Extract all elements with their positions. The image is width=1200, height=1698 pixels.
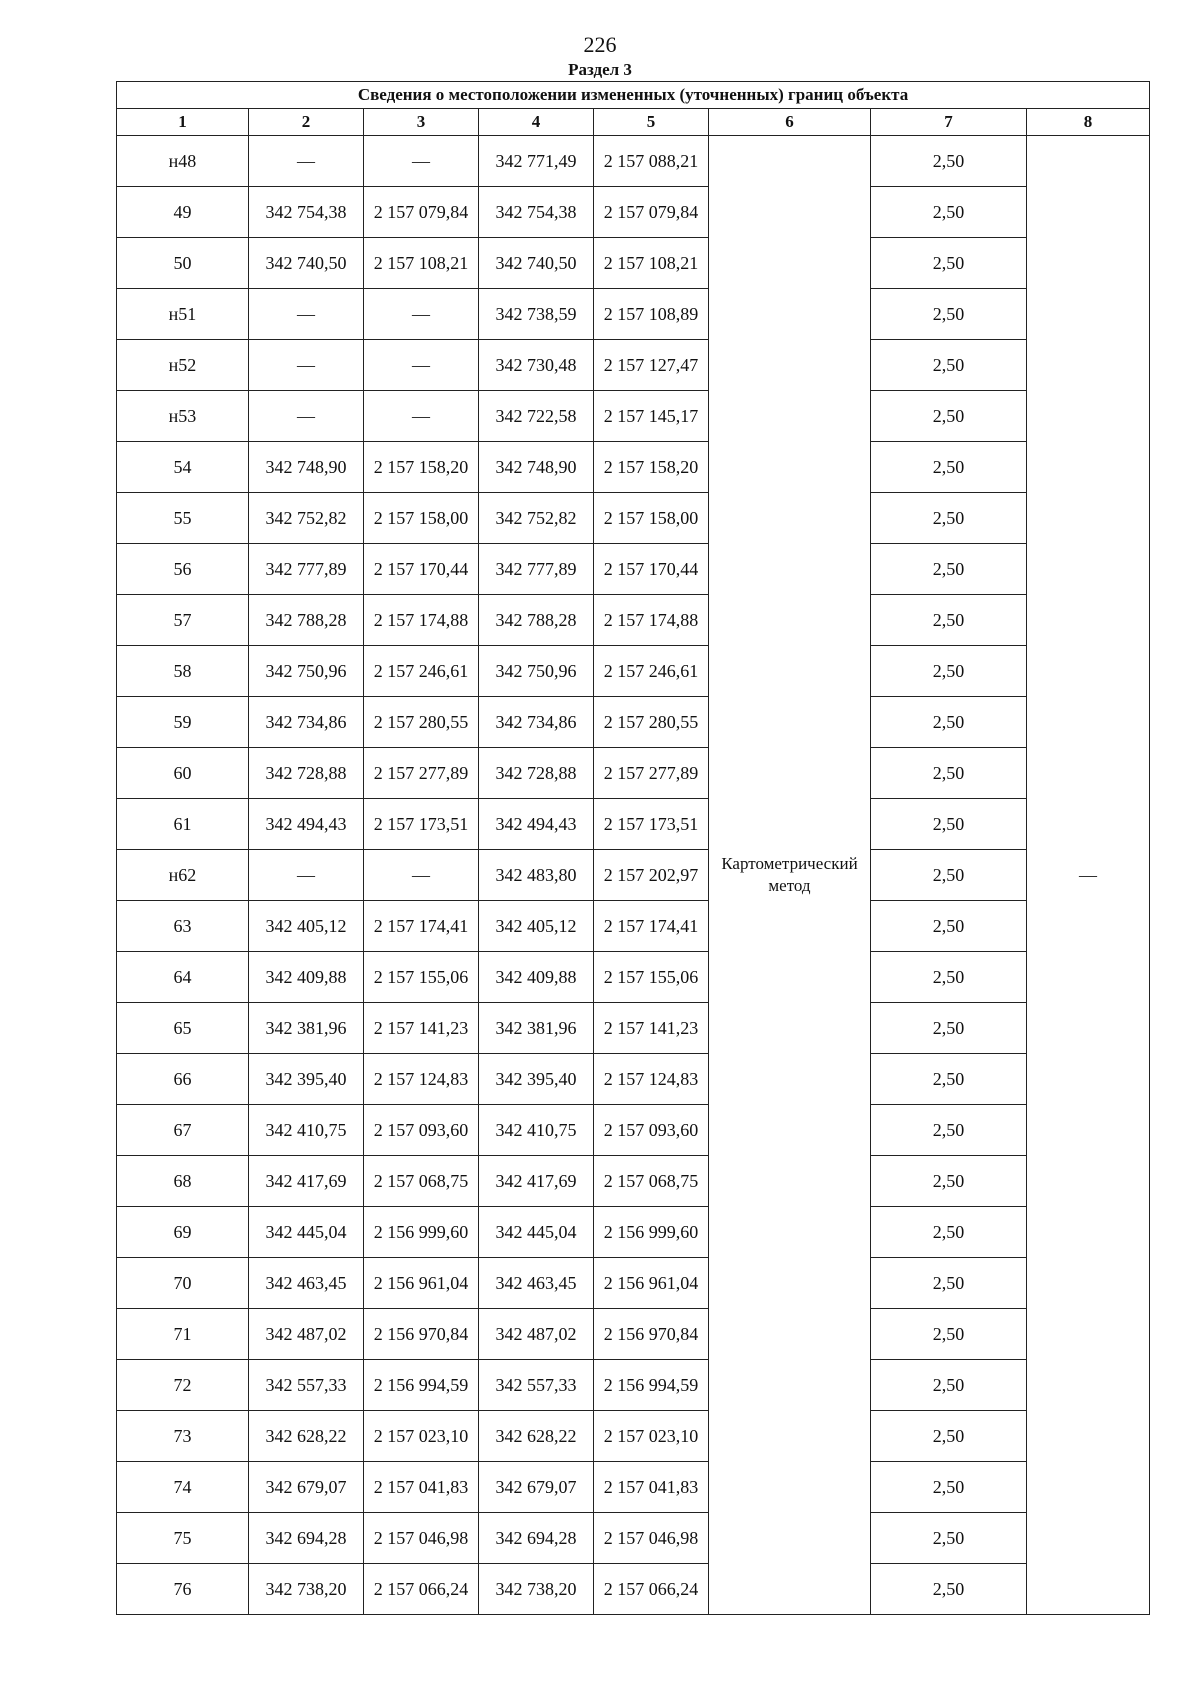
old-y-cell: — <box>364 340 479 391</box>
old-x-cell: 342 738,20 <box>249 1564 364 1615</box>
old-y-cell: 2 157 141,23 <box>364 1003 479 1054</box>
point-number-cell: 59 <box>117 697 249 748</box>
accuracy-cell: 2,50 <box>871 493 1027 544</box>
table-row <box>117 1360 1150 1411</box>
new-y-cell: 2 157 127,47 <box>594 340 709 391</box>
new-x-cell: 342 750,96 <box>479 646 594 697</box>
accuracy-cell: 2,50 <box>871 1207 1027 1258</box>
accuracy-cell: 2,50 <box>871 952 1027 1003</box>
new-x-cell: 342 752,82 <box>479 493 594 544</box>
table-row <box>117 238 1150 289</box>
old-y-cell: 2 157 170,44 <box>364 544 479 595</box>
table-row <box>117 289 1150 340</box>
new-y-cell: 2 156 970,84 <box>594 1309 709 1360</box>
boundary-coordinates-table <box>116 81 1150 1615</box>
old-y-cell: — <box>364 136 479 187</box>
table-row <box>117 544 1150 595</box>
new-x-cell: 342 405,12 <box>479 901 594 952</box>
new-x-cell: 342 740,50 <box>479 238 594 289</box>
new-y-cell: 2 157 155,06 <box>594 952 709 1003</box>
new-x-cell: 342 730,48 <box>479 340 594 391</box>
accuracy-cell: 2,50 <box>871 289 1027 340</box>
old-x-cell: 342 777,89 <box>249 544 364 595</box>
old-x-cell: 342 740,50 <box>249 238 364 289</box>
accuracy-cell: 2,50 <box>871 1462 1027 1513</box>
page-number: 226 <box>583 32 617 57</box>
new-y-cell: 2 157 158,00 <box>594 493 709 544</box>
table-row <box>117 901 1150 952</box>
old-x-cell: — <box>249 136 364 187</box>
point-number-cell: 72 <box>117 1360 249 1411</box>
accuracy-cell: 2,50 <box>871 1054 1027 1105</box>
new-y-cell: 2 157 277,89 <box>594 748 709 799</box>
new-y-cell: 2 157 068,75 <box>594 1156 709 1207</box>
point-number-cell: 49 <box>117 187 249 238</box>
table-row <box>117 1513 1150 1564</box>
column-number: 8 <box>1027 109 1150 136</box>
new-y-cell: 2 156 961,04 <box>594 1258 709 1309</box>
accuracy-cell: 2,50 <box>871 391 1027 442</box>
new-x-cell: 342 734,86 <box>479 697 594 748</box>
old-x-cell: 342 734,86 <box>249 697 364 748</box>
new-y-cell: 2 157 023,10 <box>594 1411 709 1462</box>
accuracy-cell: 2,50 <box>871 187 1027 238</box>
new-x-cell: 342 754,38 <box>479 187 594 238</box>
point-number-cell: 63 <box>117 901 249 952</box>
accuracy-cell: 2,50 <box>871 901 1027 952</box>
column-number: 7 <box>871 109 1027 136</box>
old-x-cell: 342 752,82 <box>249 493 364 544</box>
accuracy-cell: 2,50 <box>871 238 1027 289</box>
accuracy-cell: 2,50 <box>871 1360 1027 1411</box>
new-x-cell: 342 738,20 <box>479 1564 594 1615</box>
new-x-cell: 342 395,40 <box>479 1054 594 1105</box>
new-x-cell: 342 777,89 <box>479 544 594 595</box>
old-x-cell: 342 557,33 <box>249 1360 364 1411</box>
new-x-cell: 342 483,80 <box>479 850 594 901</box>
old-y-cell: 2 157 041,83 <box>364 1462 479 1513</box>
new-x-cell: 342 463,45 <box>479 1258 594 1309</box>
new-x-cell: 342 694,28 <box>479 1513 594 1564</box>
new-y-cell: 2 157 088,21 <box>594 136 709 187</box>
new-x-cell: 342 771,49 <box>479 136 594 187</box>
accuracy-cell: 2,50 <box>871 850 1027 901</box>
point-number-cell: 76 <box>117 1564 249 1615</box>
new-x-cell: 342 487,02 <box>479 1309 594 1360</box>
old-y-cell: 2 157 280,55 <box>364 697 479 748</box>
new-x-cell: 342 410,75 <box>479 1105 594 1156</box>
old-x-cell: 342 748,90 <box>249 442 364 493</box>
accuracy-cell: 2,50 <box>871 748 1027 799</box>
table-row <box>117 493 1150 544</box>
point-number-cell: 68 <box>117 1156 249 1207</box>
old-y-cell: 2 157 246,61 <box>364 646 479 697</box>
column-number: 2 <box>249 109 364 136</box>
old-x-cell: 342 754,38 <box>249 187 364 238</box>
accuracy-cell: 2,50 <box>871 1258 1027 1309</box>
old-x-cell: — <box>249 850 364 901</box>
accuracy-cell: 2,50 <box>871 646 1027 697</box>
table-row <box>117 340 1150 391</box>
table-body <box>117 136 1150 1615</box>
old-y-cell: 2 157 277,89 <box>364 748 479 799</box>
new-y-cell: 2 157 093,60 <box>594 1105 709 1156</box>
old-x-cell: 342 463,45 <box>249 1258 364 1309</box>
table-row <box>117 391 1150 442</box>
point-number-cell: 67 <box>117 1105 249 1156</box>
old-y-cell: 2 157 079,84 <box>364 187 479 238</box>
old-y-cell: — <box>364 850 479 901</box>
old-x-cell: 342 410,75 <box>249 1105 364 1156</box>
new-y-cell: 2 157 046,98 <box>594 1513 709 1564</box>
accuracy-cell: 2,50 <box>871 544 1027 595</box>
new-y-cell: 2 157 145,17 <box>594 391 709 442</box>
new-y-cell: 2 157 079,84 <box>594 187 709 238</box>
old-y-cell: 2 157 173,51 <box>364 799 479 850</box>
accuracy-cell: 2,50 <box>871 340 1027 391</box>
point-number-cell: 74 <box>117 1462 249 1513</box>
point-number-cell: н51 <box>117 289 249 340</box>
new-y-cell: 2 157 141,23 <box>594 1003 709 1054</box>
old-x-cell: 342 409,88 <box>249 952 364 1003</box>
point-number-cell: н52 <box>117 340 249 391</box>
new-y-cell: 2 157 280,55 <box>594 697 709 748</box>
old-x-cell: 342 395,40 <box>249 1054 364 1105</box>
point-number-cell: 54 <box>117 442 249 493</box>
new-y-cell: 2 157 108,89 <box>594 289 709 340</box>
accuracy-cell: 2,50 <box>871 1309 1027 1360</box>
accuracy-cell: 2,50 <box>871 799 1027 850</box>
new-x-cell: 342 381,96 <box>479 1003 594 1054</box>
accuracy-cell: 2,50 <box>871 1105 1027 1156</box>
table-row <box>117 1462 1150 1513</box>
point-number-cell: 55 <box>117 493 249 544</box>
column-number: 5 <box>594 109 709 136</box>
accuracy-cell: 2,50 <box>871 1513 1027 1564</box>
table-row <box>117 1258 1150 1309</box>
column-number: 1 <box>117 109 249 136</box>
old-x-cell: — <box>249 289 364 340</box>
point-number-cell: 50 <box>117 238 249 289</box>
point-number-cell: 58 <box>117 646 249 697</box>
table-row <box>117 850 1150 901</box>
point-number-cell: 57 <box>117 595 249 646</box>
new-x-cell: 342 409,88 <box>479 952 594 1003</box>
method-cell: Картометрический метод <box>709 136 871 1615</box>
accuracy-cell: 2,50 <box>871 1003 1027 1054</box>
accuracy-cell: 2,50 <box>871 136 1027 187</box>
old-x-cell: 342 405,12 <box>249 901 364 952</box>
point-number-cell: 60 <box>117 748 249 799</box>
old-y-cell: 2 156 999,60 <box>364 1207 479 1258</box>
new-x-cell: 342 628,22 <box>479 1411 594 1462</box>
column-number: 3 <box>364 109 479 136</box>
point-number-cell: 66 <box>117 1054 249 1105</box>
new-y-cell: 2 157 124,83 <box>594 1054 709 1105</box>
old-x-cell: 342 445,04 <box>249 1207 364 1258</box>
new-y-cell: 2 157 246,61 <box>594 646 709 697</box>
new-y-cell: 2 157 066,24 <box>594 1564 709 1615</box>
accuracy-cell: 2,50 <box>871 1411 1027 1462</box>
point-number-cell: н62 <box>117 850 249 901</box>
old-y-cell: — <box>364 391 479 442</box>
old-y-cell: 2 157 158,00 <box>364 493 479 544</box>
new-y-cell: 2 157 041,83 <box>594 1462 709 1513</box>
point-number-cell: 64 <box>117 952 249 1003</box>
new-x-cell: 342 748,90 <box>479 442 594 493</box>
table-row <box>117 646 1150 697</box>
new-y-cell: 2 157 202,97 <box>594 850 709 901</box>
new-y-cell: 2 157 174,41 <box>594 901 709 952</box>
old-y-cell: 2 157 108,21 <box>364 238 479 289</box>
old-y-cell: 2 157 068,75 <box>364 1156 479 1207</box>
new-x-cell: 342 417,69 <box>479 1156 594 1207</box>
old-x-cell: — <box>249 391 364 442</box>
table-caption-row <box>117 82 1150 109</box>
old-y-cell: 2 157 174,88 <box>364 595 479 646</box>
column-number: 6 <box>709 109 871 136</box>
old-y-cell: 2 157 046,98 <box>364 1513 479 1564</box>
column8-cell: — <box>1027 136 1150 1615</box>
table-row <box>117 1309 1150 1360</box>
table-row <box>117 1411 1150 1462</box>
old-x-cell: 342 694,28 <box>249 1513 364 1564</box>
table-row <box>117 136 1150 187</box>
point-number-cell: 73 <box>117 1411 249 1462</box>
new-x-cell: 342 557,33 <box>479 1360 594 1411</box>
column-number: 4 <box>479 109 594 136</box>
old-y-cell: — <box>364 289 479 340</box>
point-number-cell: н48 <box>117 136 249 187</box>
accuracy-cell: 2,50 <box>871 442 1027 493</box>
point-number-cell: 61 <box>117 799 249 850</box>
old-y-cell: 2 156 970,84 <box>364 1309 479 1360</box>
old-x-cell: 342 487,02 <box>249 1309 364 1360</box>
new-x-cell: 342 445,04 <box>479 1207 594 1258</box>
point-number-cell: 71 <box>117 1309 249 1360</box>
point-number-cell: 70 <box>117 1258 249 1309</box>
table-row <box>117 1564 1150 1615</box>
point-number-cell: 65 <box>117 1003 249 1054</box>
new-x-cell: 342 788,28 <box>479 595 594 646</box>
table-row <box>117 187 1150 238</box>
point-number-cell: 75 <box>117 1513 249 1564</box>
new-x-cell: 342 722,58 <box>479 391 594 442</box>
old-x-cell: 342 381,96 <box>249 1003 364 1054</box>
old-y-cell: 2 157 155,06 <box>364 952 479 1003</box>
table-row <box>117 595 1150 646</box>
new-y-cell: 2 157 158,20 <box>594 442 709 493</box>
old-x-cell: 342 494,43 <box>249 799 364 850</box>
table-row <box>117 1054 1150 1105</box>
accuracy-cell: 2,50 <box>871 1156 1027 1207</box>
old-y-cell: 2 157 174,41 <box>364 901 479 952</box>
old-x-cell: 342 728,88 <box>249 748 364 799</box>
old-x-cell: 342 679,07 <box>249 1462 364 1513</box>
accuracy-cell: 2,50 <box>871 1564 1027 1615</box>
section-title: Раздел 3 <box>568 60 632 79</box>
table-row <box>117 1156 1150 1207</box>
new-y-cell: 2 156 999,60 <box>594 1207 709 1258</box>
table-row <box>117 1105 1150 1156</box>
old-y-cell: 2 156 961,04 <box>364 1258 479 1309</box>
old-x-cell: 342 788,28 <box>249 595 364 646</box>
old-y-cell: 2 157 093,60 <box>364 1105 479 1156</box>
table-row <box>117 442 1150 493</box>
old-x-cell: — <box>249 340 364 391</box>
table-caption: Сведения о местоположении измененных (уточненных) границ объекта <box>117 82 1150 109</box>
new-x-cell: 342 728,88 <box>479 748 594 799</box>
accuracy-cell: 2,50 <box>871 697 1027 748</box>
accuracy-cell: 2,50 <box>871 595 1027 646</box>
old-y-cell: 2 157 066,24 <box>364 1564 479 1615</box>
old-x-cell: 342 417,69 <box>249 1156 364 1207</box>
old-y-cell: 2 157 124,83 <box>364 1054 479 1105</box>
old-y-cell: 2 156 994,59 <box>364 1360 479 1411</box>
table-row <box>117 1207 1150 1258</box>
point-number-cell: 56 <box>117 544 249 595</box>
new-y-cell: 2 157 108,21 <box>594 238 709 289</box>
table-row <box>117 1003 1150 1054</box>
point-number-cell: н53 <box>117 391 249 442</box>
new-y-cell: 2 157 173,51 <box>594 799 709 850</box>
old-y-cell: 2 157 023,10 <box>364 1411 479 1462</box>
table-row <box>117 952 1150 1003</box>
new-x-cell: 342 494,43 <box>479 799 594 850</box>
table-row <box>117 748 1150 799</box>
new-x-cell: 342 738,59 <box>479 289 594 340</box>
old-x-cell: 342 750,96 <box>249 646 364 697</box>
column-number-row <box>117 109 1150 136</box>
new-x-cell: 342 679,07 <box>479 1462 594 1513</box>
old-y-cell: 2 157 158,20 <box>364 442 479 493</box>
new-y-cell: 2 156 994,59 <box>594 1360 709 1411</box>
new-y-cell: 2 157 170,44 <box>594 544 709 595</box>
point-number-cell: 69 <box>117 1207 249 1258</box>
table-row <box>117 697 1150 748</box>
table-row <box>117 799 1150 850</box>
old-x-cell: 342 628,22 <box>249 1411 364 1462</box>
new-y-cell: 2 157 174,88 <box>594 595 709 646</box>
